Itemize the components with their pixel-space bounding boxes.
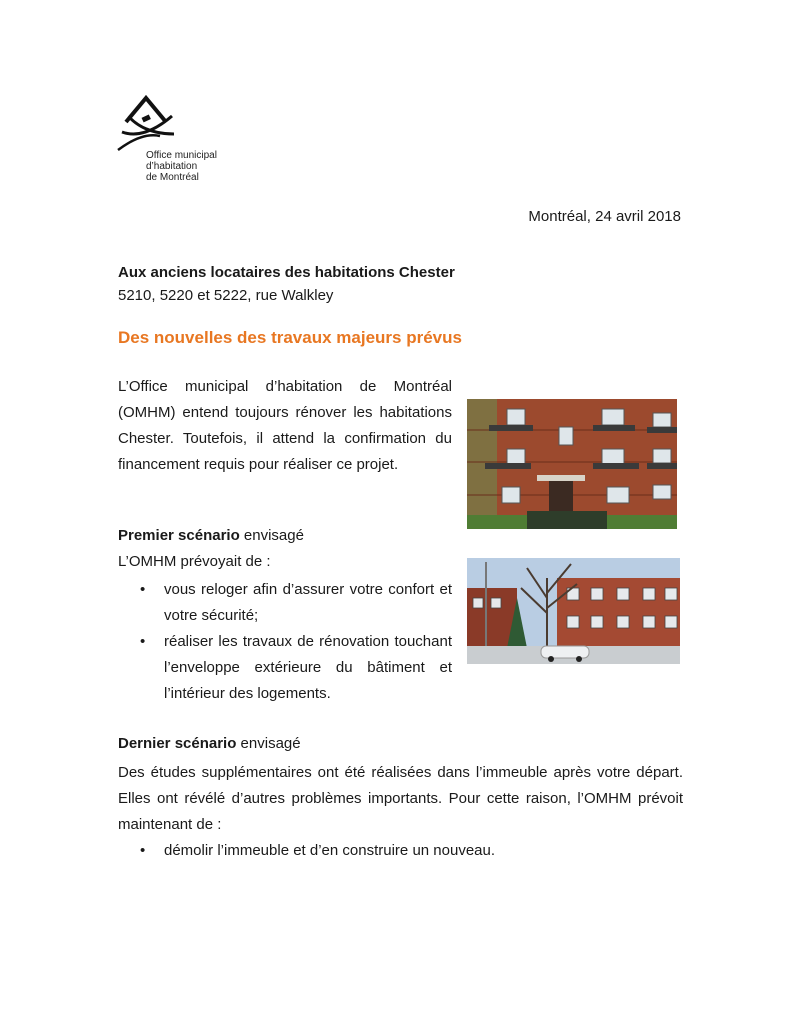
letter-date: Montréal, 24 avril 2018 — [528, 208, 681, 225]
logo-line-1: Office municipal — [146, 150, 217, 161]
scenario-2-title-bold: Dernier scénario — [118, 735, 237, 752]
scenario-1-title-rest: envisagé — [239, 527, 304, 544]
list-item-text: démolir l’immeuble et d’en construire un nouveau. — [164, 842, 496, 859]
logo-text — [146, 150, 217, 183]
building-facade-photo — [467, 399, 677, 529]
recipient-block — [118, 261, 455, 307]
scenario-1-title — [118, 527, 304, 544]
scenario-2-title — [118, 735, 301, 752]
list-item-text: réaliser les travaux de rénovation touchant l’enveloppe extérieure du bâtiment et l’intérieur des logements. — [164, 633, 452, 702]
scenario-1-title-bold: Premier scénario — [118, 527, 240, 544]
logo-line-3: de Montréal — [146, 172, 199, 183]
bullet-icon: • — [140, 633, 146, 650]
bullet-icon: • — [140, 842, 146, 859]
list-item — [118, 838, 683, 864]
list-item — [118, 577, 452, 629]
logo-line-2: d’habitation — [146, 161, 198, 172]
bullet-icon: • — [140, 581, 146, 598]
street-view-photo — [467, 558, 680, 664]
scenario-1-list — [118, 577, 452, 707]
scenario-2-body: Des études supplémentaires ont été réalisées dans l’immeuble après votre départ. Elles ont révélé d’autres problèmes importants. Pour cette raison, l’OMHM prévoit maintenant de : — [118, 764, 683, 833]
scenario-1-intro: L’OMHM prévoyait de : — [118, 553, 271, 570]
scenario-2-list — [118, 838, 683, 864]
list-item-text: vous reloger afin d’assurer votre confort et votre sécurité; — [164, 581, 452, 624]
scenario-2-title-rest: envisagé — [236, 735, 301, 752]
recipient-address: 5210, 5220 et 5222, rue Walkley — [118, 287, 334, 304]
intro-paragraph: L’Office municipal d’habitation de Montréal (OMHM) entend toujours rénover les habitations Chester. Toutefois, il attend la confirmation du financement requis pour réaliser ce projet. — [118, 378, 452, 473]
list-item — [118, 629, 452, 707]
recipient-name: Aux anciens locataires des habitations Chester — [118, 264, 455, 281]
page-title: Des nouvelles des travaux majeurs prévus — [118, 328, 462, 347]
